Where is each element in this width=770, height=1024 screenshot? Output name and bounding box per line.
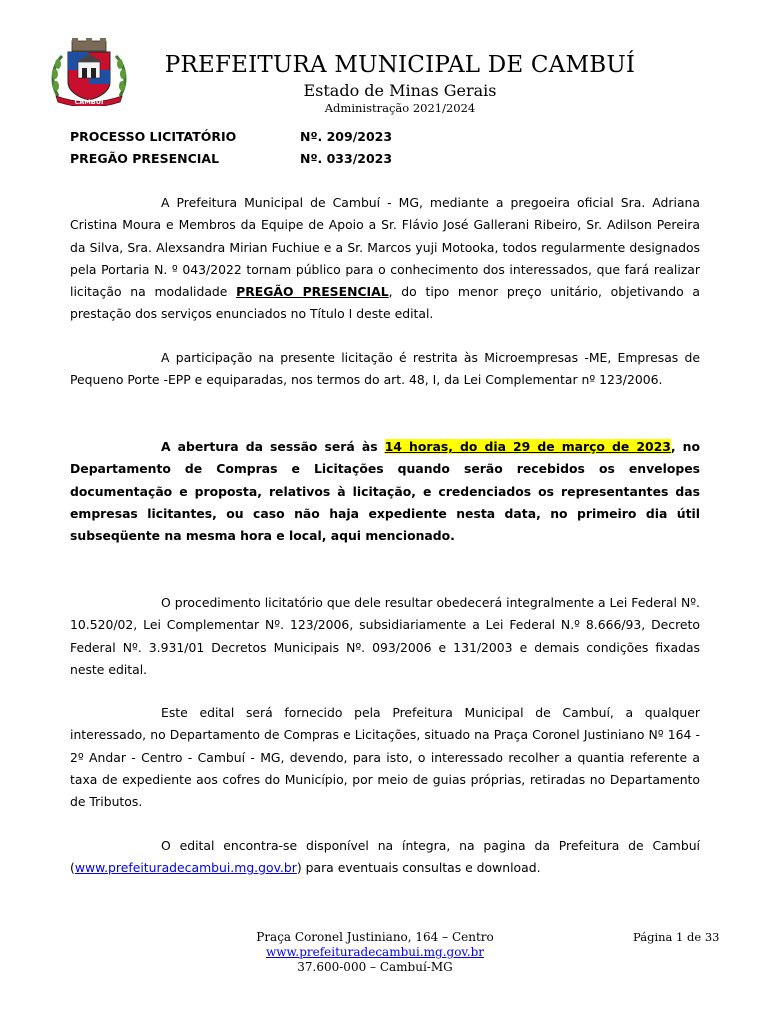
- website-link[interactable]: www.prefeituradecambui.mg.gov.br: [74, 860, 297, 876]
- intro-text-end: , do tipo menor preço unitário, objetivando a prestação dos serviços enunciados no Título I deste edital.: [70, 284, 701, 322]
- footer-address: Praça Coronel Justiniano, 164 – Centro: [256, 930, 494, 944]
- participation-paragraph: A participação na presente licitação é restrita às Microempresas -ME, Empresas de Pequeno Porte -EPP e equiparadas, nos termos do art. 48, I, da Lei Complementar nº 123/2006.: [70, 350, 700, 388]
- page-number: Página 1 de 33: [633, 930, 720, 944]
- page-title: PREFEITURA MUNICIPAL DE CAMBUÍ: [164, 52, 636, 78]
- session-date-highlight: 14 horas, do dia 29 de março de 2023: [384, 439, 671, 454]
- footer-website-link[interactable]: www.prefeituradecambui.mg.gov.br: [265, 945, 484, 959]
- intro-text: A Prefeitura Municipal de Cambuí - MG, mediante a pregoeira oficial Sra. Adriana Cristina Moura e Membros da Equipe de Apoio a Sr. Flávio José Gallerani Ribeiro, Sr. Adilson Pereira da Silva, Sra. Alexsandra Mirian Fuchiue e a Sr. Marcos yuji Motooka, todos regularmente designados pela Portaria N. º 043/2022 tornam público para o conhecimento dos interessados, que fará realizar licitação na modalidade: [70, 195, 700, 300]
- session-text-end: , no Departamento de Compras e Licitações quando serão recebidos os envelopes documentação e proposta, relativos à licitação, e credenciados os representantes das empresas licitantes, ou caso não haja expediente nesta data, no primeiro dia útil subseqüente na mesma hora e local, aqui mencionado.: [70, 439, 701, 544]
- footer-cep: 37.600-000 – Cambuí-MG: [297, 960, 453, 974]
- intro-paragraph: [70, 192, 700, 326]
- process-number: Nº. 209/2023: [300, 129, 393, 144]
- process-label: PROCESSO LICITATÓRIO: [70, 129, 237, 144]
- edital-supply-paragraph: Este edital será fornecido pela Prefeitura Municipal de Cambuí, a qualquer interessado, no Departamento de Compras e Licitações, situado na Praça Coronel Justiniano Nº 164 - 2º Andar - Centro - Cambuí - MG, devendo, para isto, o interessado recolher a quantia referente a taxa de expediente aos cofres do Município, por meio de guias próprias, retiradas no Departamento de Tributos.: [70, 705, 700, 810]
- pregao-number: Nº. 033/2023: [300, 151, 393, 166]
- legal-basis-paragraph: O procedimento licitatório que dele resultar obedecerá integralmente a Lei Federal Nº. 10.520/02, Lei Complementar Nº. 123/2006, subsidiariamente a Lei Federal N.º 8.666/93, Decreto Federal Nº. 3.931/01 Decretos Municipais Nº. 093/2006 e 131/2003 e demais condições fixadas neste edital.: [70, 595, 700, 677]
- session-text: A abertura da sessão será às: [161, 439, 385, 454]
- administration-label: Administração 2021/2024: [324, 101, 476, 115]
- availability-text: O edital encontra-se disponível na íntegra, na pagina da Prefeitura de Cambuí (: [70, 838, 700, 876]
- crest-ribbon-text: CAMBUÍ: [74, 98, 104, 106]
- availability-paragraph: [70, 835, 700, 880]
- pregao-label: PREGÃO PRESENCIAL: [70, 151, 220, 166]
- availability-text-end: ) para eventuais consultas e download.: [296, 860, 541, 876]
- modality-emphasis: PREGÃO PRESENCIAL: [236, 284, 389, 300]
- session-paragraph: [70, 436, 700, 547]
- page-subtitle: Estado de Minas Gerais: [303, 81, 497, 100]
- footer: [200, 930, 550, 975]
